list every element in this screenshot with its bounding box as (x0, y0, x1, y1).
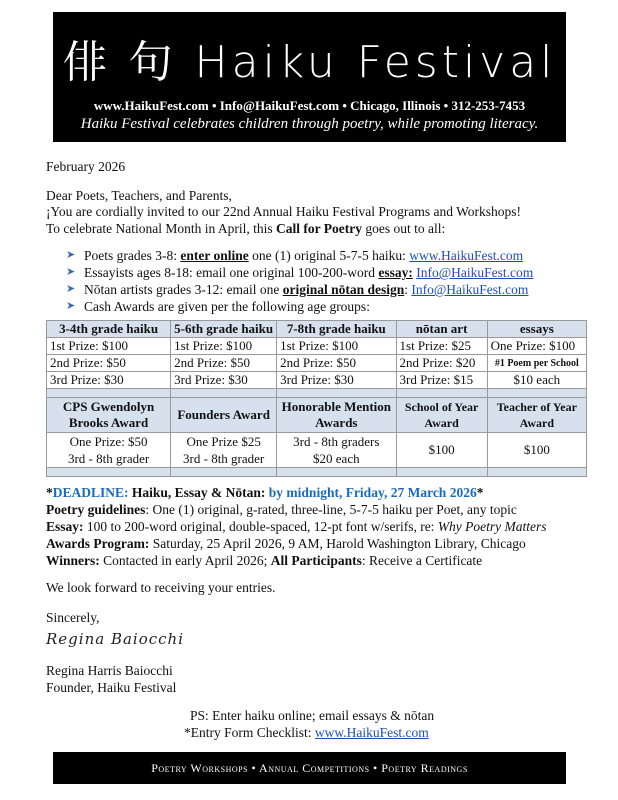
website-link[interactable]: www.HaikuFest.com (409, 248, 524, 263)
table-cell: 1st Prize: $100 (171, 338, 277, 355)
table-cell: 1st Prize: $100 (277, 338, 396, 355)
column-header: Teacher of Year Award (487, 398, 586, 433)
table-row (47, 372, 587, 389)
salutation: Dear Poets, Teachers, and Parents, (46, 188, 232, 203)
table-cell: 3rd Prize: $15 (396, 372, 487, 389)
column-header: Honorable Mention Awards (277, 398, 396, 433)
awards-program: Awards Program: Saturday, 25 April 2026, 9 AM, Harold Washington Library, Chicago (46, 536, 526, 551)
deadline-line: *DEADLINE: Haiku, Essay & Nōtan: by midnight, Friday, 27 March 2026* (46, 485, 484, 500)
contact-line: www.HaikuFest.com • Info@HaikuFest.com • Chicago, Illinois • 312-253-7453 (93, 98, 526, 113)
list-item: ➤ Poets grades 3‑8: enter online one (1) original 5-7-5 haiku: www.HaikuFest.com (66, 247, 533, 264)
signature: Regina Baiocchi (46, 630, 184, 648)
table-cell: $10 each (487, 372, 586, 389)
column-header: 5-6th grade haiku (171, 321, 277, 338)
column-header: 3-4th grade haiku (47, 321, 171, 338)
signer-name: Regina Harris Baiocchi (46, 663, 173, 678)
winners-line: Winners: Contacted in early April 2026; All Participants: Receive a Certificate (46, 553, 483, 568)
poetry-guidelines: Poetry guidelines: One (1) original, g-rated, three-line, 5-7-5 haiku per Poet, any topic (46, 502, 517, 517)
table-header-row (47, 398, 587, 433)
tagline: Haiku Festival celebrates children through poetry, while promoting literacy. (80, 116, 539, 132)
intro-line-1: ¡You are cordially invited to our 22nd Annual Haiku Festival Programs and Workshops! (46, 204, 521, 219)
table-cell: 3rd Prize: $30 (277, 372, 396, 389)
column-header: nōtan art (396, 321, 487, 338)
table-cell: 3rd - 8th graders $20 each (277, 433, 396, 468)
table-cell: 2nd Prize: $50 (171, 355, 277, 372)
table-row (47, 338, 587, 355)
table-cell: 3rd Prize: $30 (47, 372, 171, 389)
header-banner (53, 12, 566, 142)
ps-line-2: *Entry Form Checklist: www.HaikuFest.com (184, 725, 429, 740)
column-header: CPS Gwendolyn Brooks Award (47, 398, 171, 433)
list-item: ➤ Nōtan artists grades 3-12: email one original nōtan design: Info@HaikuFest.com (66, 281, 533, 298)
closing-line: We look forward to receiving your entries. (46, 580, 276, 595)
essay-guidelines: Essay: 100 to 200-word original, double-spaced, 12-pt font w/serifs, re: Why Poetry Matters (46, 519, 547, 534)
table-row (47, 355, 587, 372)
column-header: School of Year Award (396, 398, 487, 433)
table-cell: #1 Poem per School (487, 355, 586, 372)
intro-line-2: To celebrate National Month in April, this Call for Poetry goes out to all: (46, 221, 446, 236)
email-link[interactable]: Info@HaikuFest.com (411, 282, 529, 297)
column-header: Founders Award (171, 398, 277, 433)
table-cell: 3rd Prize: $30 (171, 372, 277, 389)
list-item: ➤ Cash Awards are given per the following age groups: (66, 298, 533, 315)
table-spacer (47, 389, 587, 398)
table-row (47, 433, 587, 468)
table-header-row (47, 321, 587, 338)
table-cell: 2nd Prize: $50 (47, 355, 171, 372)
table-cell: One Prize $25 3rd - 8th grader (171, 433, 277, 468)
festival-title: 俳 句 Haiku Festival (62, 37, 557, 88)
table-cell: One Prize: $100 (487, 338, 586, 355)
table-cell: 1st Prize: $25 (396, 338, 487, 355)
footer-banner: Poetry Workshops • Annual Competitions • Poetry Readings (53, 752, 566, 784)
letter-date: February 2026 (46, 159, 126, 174)
entry-list (66, 247, 533, 315)
ps-line-1: PS: Enter haiku online; email essays & nōtan (190, 708, 435, 723)
table-cell: One Prize: $50 3rd - 8th grader (47, 433, 171, 468)
list-item: ➤ Essayists ages 8-18: email one original 100-200-word essay: Info@HaikuFest.com (66, 264, 533, 281)
table-cell: $100 (487, 433, 586, 468)
website-link[interactable]: www.HaikuFest.com (314, 725, 429, 740)
column-header: essays (487, 321, 586, 338)
table-cell: $100 (396, 433, 487, 468)
table-spacer (47, 468, 587, 477)
table-cell: 2nd Prize: $50 (277, 355, 396, 372)
sincerely: Sincerely, (46, 610, 100, 625)
awards-table (46, 320, 587, 477)
table-cell: 1st Prize: $100 (47, 338, 171, 355)
email-link[interactable]: Info@HaikuFest.com (416, 265, 534, 280)
table-cell: 2nd Prize: $20 (396, 355, 487, 372)
column-header: 7-8th grade haiku (277, 321, 396, 338)
signer-role: Founder, Haiku Festival (46, 680, 177, 695)
